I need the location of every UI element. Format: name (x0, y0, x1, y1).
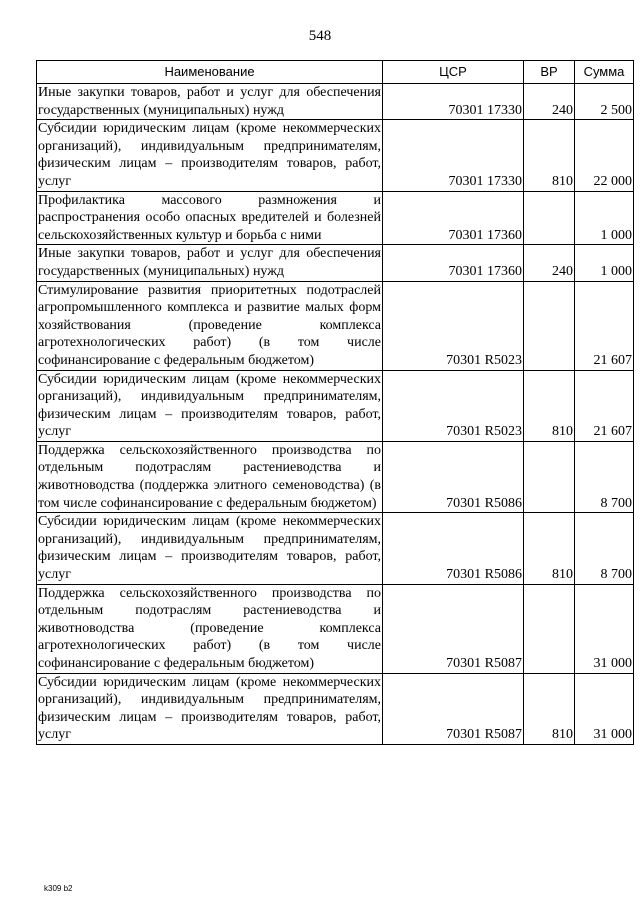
cell-vr: 810 (524, 673, 575, 744)
cell-vr (524, 584, 575, 673)
cell-sum: 21 607 (575, 370, 634, 441)
cell-sum: 8 700 (575, 441, 634, 512)
footer-code: k309 b2 (44, 884, 73, 893)
cell-vr (524, 191, 575, 245)
cell-csr: 70301 17330 (383, 84, 524, 120)
cell-sum: 31 000 (575, 673, 634, 744)
page-number: 548 (308, 28, 332, 44)
header-vr: ВР (524, 61, 575, 84)
cell-sum: 21 607 (575, 281, 634, 370)
table-row (37, 441, 634, 512)
cell-csr: 70301 17330 (383, 120, 524, 191)
cell-name: Субсидии юридическим лицам (кроме некоммерческих организаций), индивидуальным предпринимателям, физическим лицам – производителям товаров, работ, услуг (37, 120, 383, 191)
header-row (37, 61, 634, 84)
cell-vr: 240 (524, 84, 575, 120)
table-row (37, 370, 634, 441)
cell-name: Субсидии юридическим лицам (кроме некоммерческих организаций), индивидуальным предпринимателям, физическим лицам – производителям товаров, работ, услуг (37, 513, 383, 584)
cell-csr: 70301 R5087 (383, 584, 524, 673)
table-header (37, 61, 634, 84)
cell-name: Субсидии юридическим лицам (кроме некоммерческих организаций), индивидуальным предпринимателям, физическим лицам – производителям товаров, работ, услуг (37, 673, 383, 744)
cell-name: Профилактика массового размножения и распространения особо опасных вредителей и болезней сельскохозяйственных культур и борьба с ними (37, 191, 383, 245)
header-csr: ЦСР (383, 61, 524, 84)
cell-sum: 31 000 (575, 584, 634, 673)
cell-csr: 70301 R5023 (383, 370, 524, 441)
cell-csr: 70301 R5086 (383, 513, 524, 584)
cell-sum: 1 000 (575, 191, 634, 245)
header-name: Наименование (37, 61, 383, 84)
cell-vr: 810 (524, 370, 575, 441)
cell-csr: 70301 17360 (383, 191, 524, 245)
table-row (37, 120, 634, 191)
cell-sum: 8 700 (575, 513, 634, 584)
cell-sum: 22 000 (575, 120, 634, 191)
cell-name: Поддержка сельскохозяйственного производства по отдельным подотраслям растениеводства и животноводства (поддержка элитного семеноводства) (в том числе софинансирование с федеральным бюджетом) (37, 441, 383, 512)
cell-csr: 70301 17360 (383, 245, 524, 281)
cell-name: Иные закупки товаров, работ и услуг для обеспечения государственных (муниципальных) нужд (37, 245, 383, 281)
cell-vr (524, 281, 575, 370)
table-row (37, 84, 634, 120)
cell-name: Субсидии юридическим лицам (кроме некоммерческих организаций), индивидуальным предпринимателям, физическим лицам – производителям товаров, работ, услуг (37, 370, 383, 441)
table-row (37, 191, 634, 245)
cell-sum: 2 500 (575, 84, 634, 120)
table-row (37, 245, 634, 281)
table-row (37, 673, 634, 744)
header-sum: Сумма (575, 61, 634, 84)
cell-name: Иные закупки товаров, работ и услуг для обеспечения государственных (муниципальных) нужд (37, 84, 383, 120)
cell-vr: 240 (524, 245, 575, 281)
cell-name: Поддержка сельскохозяйственного производства по отдельным подотраслям растениеводства и животноводства (проведение комплекса агротехнологических работ) (в том числе софинансирование с федеральным бюджетом) (37, 584, 383, 673)
cell-vr (524, 441, 575, 512)
cell-csr: 70301 R5086 (383, 441, 524, 512)
cell-vr: 810 (524, 513, 575, 584)
table-row (37, 584, 634, 673)
cell-sum: 1 000 (575, 245, 634, 281)
cell-csr: 70301 R5023 (383, 281, 524, 370)
budget-table (36, 60, 634, 745)
table-row (37, 281, 634, 370)
cell-vr: 810 (524, 120, 575, 191)
cell-csr: 70301 R5087 (383, 673, 524, 744)
table-row (37, 513, 634, 584)
table-body (37, 84, 634, 745)
cell-name: Стимулирование развития приоритетных подотраслей агропромышленного комплекса и развитие малых форм хозяйствования (проведение комплекса агротехнологических работ) (в том числе софинансирование с федеральным бюджетом) (37, 281, 383, 370)
